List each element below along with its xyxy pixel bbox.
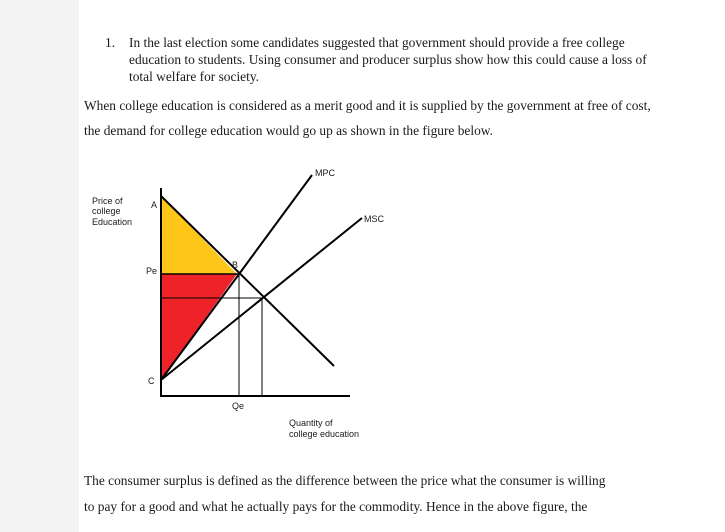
msc-label: MSC	[364, 214, 384, 224]
point-label-b: B	[232, 260, 239, 270]
y-axis-label-line-1: Price of	[92, 196, 123, 206]
y-axis-label-line-2: college	[92, 206, 121, 216]
x-axis-label-line-2: college education	[289, 429, 360, 439]
x-axis-label-line-1: Quantity of	[289, 418, 333, 428]
point-label-pe: Pe	[146, 266, 158, 276]
point-label-a: A	[151, 200, 158, 210]
question-text: In the last election some candidates suggested that government should provide a free college education to students. Using consumer and producer surplus show how this could cause a loss of total welfare for society.	[129, 35, 647, 84]
mpc-label: MPC	[315, 168, 335, 178]
paragraph-intro: When college education is considered as a merit good and it is supplied by the government at free of cost, the demand for college education would go up as shown in the figure below.	[84, 98, 651, 138]
question-number: 1.	[105, 35, 116, 50]
point-label-c: C	[148, 376, 155, 386]
y-axis-label-line-3: Education	[92, 217, 133, 227]
paragraph-line-1: The consumer surplus is defined as the difference between the price what the consumer is willing	[84, 473, 606, 488]
point-label-qe: Qe	[232, 401, 245, 411]
paragraph-consumer-surplus	[84, 468, 664, 520]
paragraph-line-2: to pay for a good and what he actually pays for the commodity. Hence in the above figure, the	[84, 499, 588, 514]
